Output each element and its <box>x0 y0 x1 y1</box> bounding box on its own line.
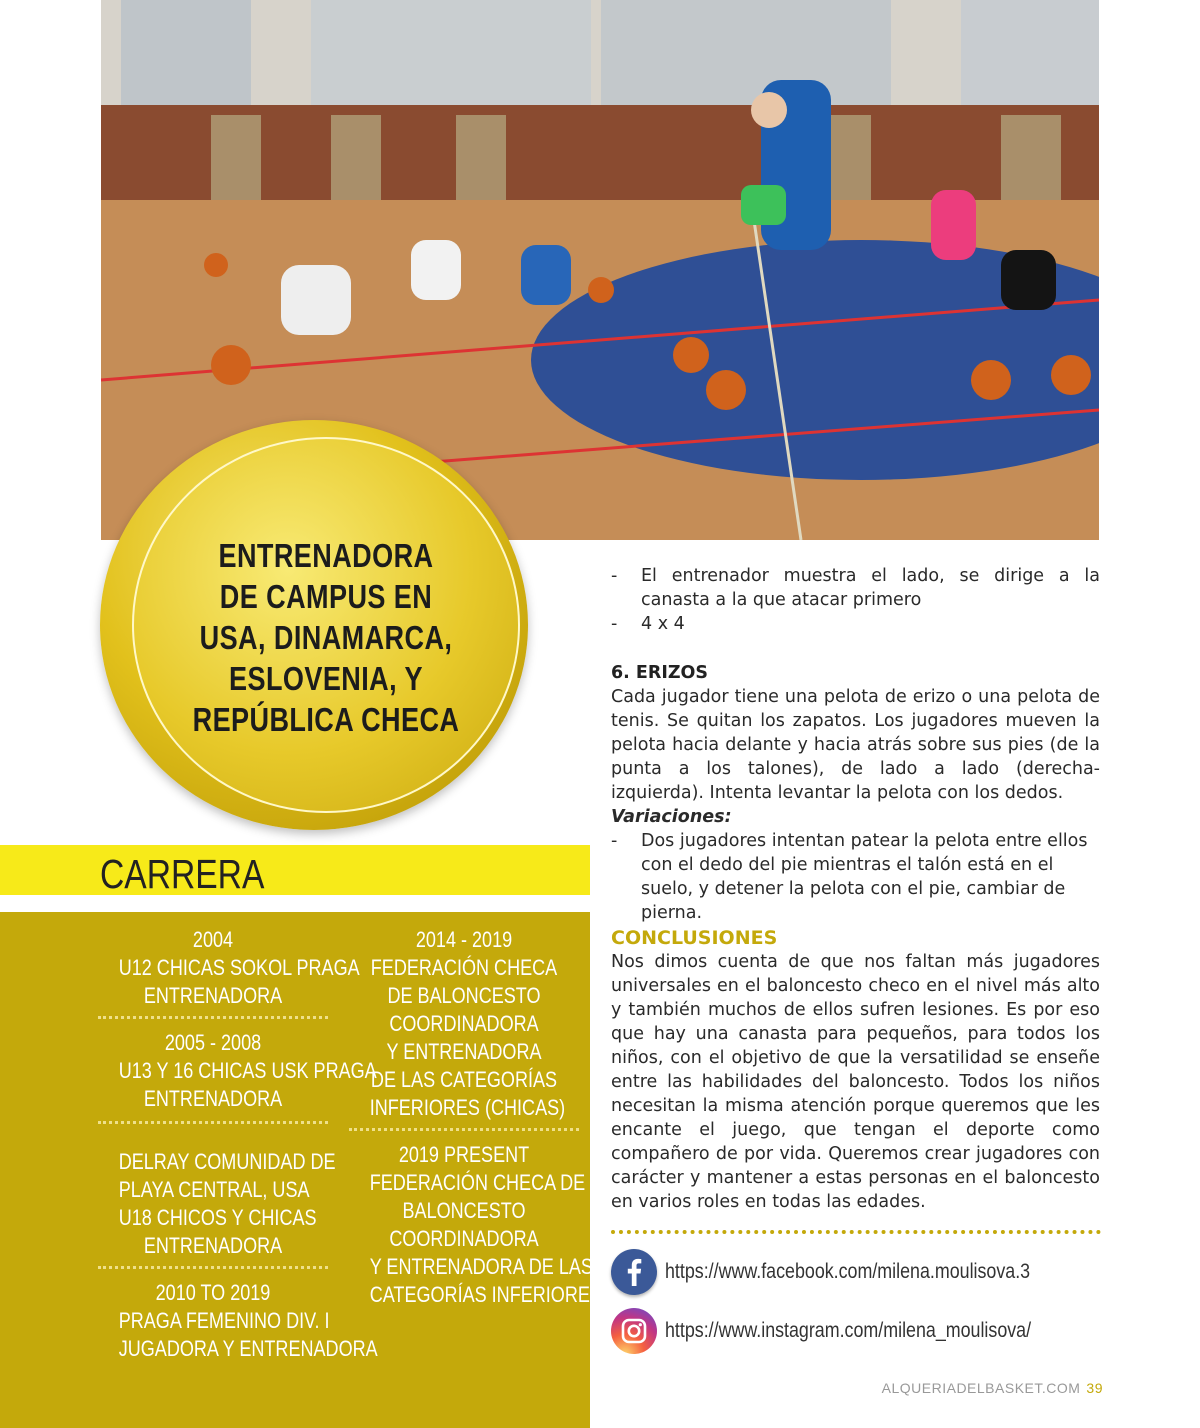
list-item: - El entrenador muestra el lado, se dirige a la canasta a la que atacar primero <box>611 564 1100 612</box>
career-title-band <box>0 845 590 895</box>
facebook-url[interactable]: https://www.facebook.com/milena.moulisova.3 <box>665 1260 1031 1283</box>
highlight-line: DE CAMPUS EN <box>219 577 433 615</box>
career-line: 2004 <box>192 927 234 952</box>
dotted-divider <box>611 1230 1101 1234</box>
page-footer <box>882 1380 1103 1396</box>
career-line: U12 CHICAS SOKOL PRAGA <box>118 955 360 980</box>
variations-label: Variaciones: <box>611 807 732 827</box>
career-line: FEDERACIÓN CHECA DE <box>369 1170 586 1195</box>
footer-site: ALQUERIADELBASKET.COM <box>881 1380 1081 1396</box>
career-line: DE BALONCESTO <box>387 983 541 1008</box>
career-line: CATEGORÍAS INFERIORES <box>369 1282 602 1307</box>
instagram-url[interactable]: https://www.instagram.com/milena_moulisova/ <box>665 1319 1032 1342</box>
career-line: 2005 - 2008 <box>164 1030 262 1055</box>
career-line: U18 CHICOS Y CHICAS <box>118 1205 317 1230</box>
career-entry <box>349 926 579 1122</box>
intro-list <box>611 564 1100 636</box>
dotted-divider <box>98 1266 328 1269</box>
career-line: ENTRENADORA <box>143 1233 283 1258</box>
career-line: 2019 PRESENT <box>398 1142 530 1167</box>
highlight-line: USA, DINAMARCA, <box>199 618 453 656</box>
career-line: 2010 TO 2019 <box>155 1280 271 1305</box>
career-line: DELRAY COMUNIDAD DE <box>118 1149 336 1174</box>
highlight-line: ENTRENADORA <box>218 536 434 574</box>
career-line: INFERIORES (CHICAS) <box>369 1095 566 1120</box>
section-heading: 6. ERIZOS <box>611 663 709 683</box>
career-entry <box>98 1148 336 1260</box>
career-line: 2014 - 2019 <box>415 927 513 952</box>
career-line: PLAYA CENTRAL, USA <box>118 1177 310 1202</box>
dotted-divider <box>349 1128 579 1131</box>
career-line: ENTRENADORA <box>143 983 283 1008</box>
section-body: Cada jugador tiene una pelota de erizo o una pelota de tenis. Se quitan los zapatos. Los jugadores mueven la pelota hacia delante y hacia atrás sobre sus pies (de la punta a los talones), de lado a lado (derecha-izquierda). Intenta levantar la pelota con los dedos. <box>611 687 1100 803</box>
dotted-divider <box>98 1121 328 1124</box>
career-line: Y ENTRENADORA <box>386 1039 542 1064</box>
career-entry <box>98 926 360 1010</box>
instagram-link-row[interactable] <box>611 1308 1096 1354</box>
facebook-link-row[interactable] <box>611 1249 1095 1295</box>
career-line: DE LAS CATEGORÍAS <box>370 1067 558 1092</box>
highlight-text <box>170 511 482 740</box>
career-box <box>0 912 602 1428</box>
highlight-line: ESLOVENIA, Y <box>229 659 423 697</box>
conclusions-body: Nos dimos cuenta de que nos faltan más jugadores universales en el baloncesto checo en el nivel más alto y también muchos de ellos sufren lesiones. Es por eso que hay una canasta para pequeños, para todos los niños, con el objetivo de que la versatilidad se enseñe entre las habilidades del baloncesto. Todos los niños necesitan la misma atención porque queremos que les encante el juego, que tengan el deporte como compañero de por vida. Queremos crear jugadores con carácter y mantener a estas personas en el baloncesto en varios roles en todas las edades. <box>611 952 1100 1212</box>
career-line: FEDERACIÓN CHECA <box>370 955 558 980</box>
list-item: - Dos jugadores intentan patear la pelota entre ellos con el dedo del pie mientras el talón está en el suelo, y detener la pelota con el pie, cambiar de pierna. <box>611 829 1100 925</box>
career-title: CARRERA <box>100 851 265 897</box>
career-line: BALONCESTO <box>402 1198 526 1223</box>
instagram-icon[interactable] <box>611 1308 657 1354</box>
career-line: Y ENTRENADORA DE LAS <box>369 1254 593 1279</box>
section-conclusions <box>611 926 1100 1214</box>
career-line: ENTRENADORA <box>143 1086 283 1111</box>
conclusions-heading: CONCLUSIONES <box>611 927 778 949</box>
career-entry <box>98 1279 378 1363</box>
career-line: JUGADORA Y ENTRENADORA <box>118 1336 378 1361</box>
dotted-divider <box>98 1016 328 1019</box>
facebook-icon[interactable] <box>611 1249 657 1295</box>
career-line: COORDINADORA <box>389 1226 539 1251</box>
career-line: COORDINADORA <box>389 1011 539 1036</box>
career-entry <box>98 1029 377 1113</box>
career-entry <box>349 1141 602 1309</box>
page-number: 39 <box>1086 1380 1103 1396</box>
highlight-line: REPÚBLICA CHECA <box>192 700 460 738</box>
list-item: - 4 x 4 <box>611 612 1100 636</box>
career-line: U13 Y 16 CHICAS USK PRAGA <box>118 1058 377 1083</box>
career-line: PRAGA FEMENINO DIV. I <box>118 1308 330 1333</box>
highlight-circle-inner <box>132 437 520 813</box>
career-right-column <box>349 926 602 1309</box>
section-erizos <box>611 661 1100 925</box>
career-left-column <box>98 926 378 1363</box>
